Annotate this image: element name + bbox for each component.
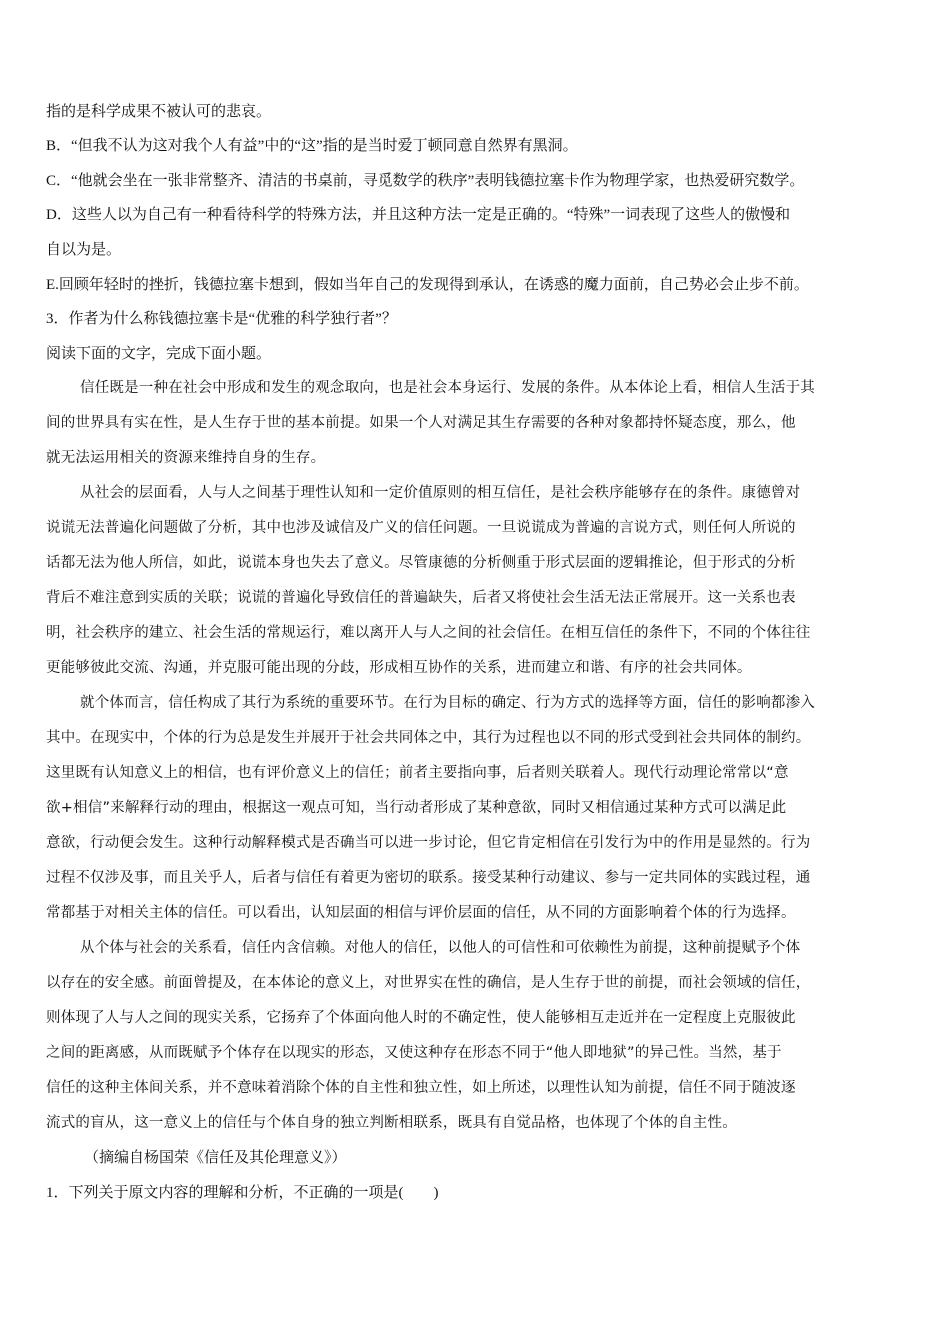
option-e: E.回顾年轻时的挫折，钱德拉塞卡想到，假如当年自己的发现得到承认，在诱惑的魔力面前，自己势必会止步不前。 — [46, 277, 809, 293]
passage-line: 背后不难注意到实质的关联；说谎的普遍化导致信任的普遍缺失，后者又将使社会生活无法正常展开。这一关系也表 — [46, 590, 796, 606]
passage-line: 则体现了人与人之间的现实关系，它扬弃了个体面向他人时的不确定性，使人能够相互走近并在一定程度上克服彼此 — [46, 1010, 796, 1026]
passage-line: 以存在的安全感。前面曾提及，在本体论的意义上，对世界实在性的确信，是人生存于世的前提，而社会领域的信任， — [46, 975, 811, 991]
source-citation: （摘编自杨国荣《信任及其伦理意义》） — [84, 1150, 347, 1166]
passage-line: 更能够彼此交流、沟通，并克服可能出现的分歧，形成相互协作的关系，进而建立和谐、有序的社会共同体。 — [46, 660, 752, 676]
reading-instruction: 阅读下面的文字，完成下面小题。 — [46, 346, 272, 362]
question-1: 1．下列关于原文内容的理解和分析，不正确的一项是( ) — [46, 1185, 439, 1201]
option-c: C．“他就会坐在一张非常整齐、清洁的书桌前，寻觅数学的秩序”表明钱德拉塞卡作为物理学家，也热爱研究数学。 — [46, 173, 805, 189]
passage-line: 这里既有认知意义上的相信，也有评价意义上的信任；前者主要指向事，后者则关联着人。现代行动理论常常以“意 — [46, 765, 789, 781]
passage-line: 欲+相信”来解释行动的理由，根据这一观点可知，当行动者形成了某种意欲，同时又相信通过某种方式可以满足此 — [46, 800, 787, 816]
passage-line: 流式的盲从，这一意义上的信任与个体自身的独立判断相联系，既具有自觉品格，也体现了个体的自主性。 — [46, 1115, 737, 1131]
passage-line: 其中。在现实中，个体的行为总是发生并展开于社会共同体之中，其行为过程也以不同的形式受到社会共同体的制约。 — [46, 730, 811, 746]
passage-line: 意欲，行动便会发生。这种行动解释模式是否确当可以进一步讨论，但它肯定相信在引发行为中的作用是显然的。行为 — [46, 835, 811, 851]
passage-line: 话都无法为他人所信，如此，说谎本身也失去了意义。尽管康德的分析侧重于形式层面的逻辑推论，但于形式的分析 — [46, 555, 796, 571]
text-line: 自以为是。 — [46, 242, 122, 258]
passage-line: 之间的距离感，从而既赋予个体存在以现实的形态，又使这种存在形态不同于“他人即地狱”的异己性。当然，基于 — [46, 1045, 782, 1061]
passage-line: 间的世界具有实在性，是人生存于世的基本前提。如果一个人对满足其生存需要的各种对象都持怀疑态度，那么，他 — [46, 415, 796, 431]
option-b: B．“但我不认为这对我个人有益”中的“这”指的是当时爱丁顿同意自然界有黑洞。 — [46, 138, 578, 154]
passage-line: 就无法运用相关的资源来维持自身的生存。 — [46, 450, 326, 466]
passage-line: 明，社会秩序的建立、社会生活的常规运行，难以离开人与人之间的社会信任。在相互信任的条件下，不同的个体往往 — [46, 625, 811, 641]
passage-line: 常都基于对相关主体的信任。可以看出，认知层面的相信与评价层面的信任，从不同的方面影响着个体的行为选择。 — [46, 905, 796, 921]
passage-line: 从个体与社会的关系看，信任内含信赖。对他人的信任，以他人的可信性和可依赖性为前提，这种前提赋予个体 — [80, 940, 801, 956]
passage-line: 说谎无法普遍化问题做了分析，其中也涉及诚信及广义的信任问题。一旦说谎成为普遍的言说方式，则任何人所说的 — [46, 520, 796, 536]
passage-line: 信任既是一种在社会中形成和发生的观念取向，也是社会本身运行、发展的条件。从本体论上看，相信人生活于其 — [80, 380, 815, 396]
passage-line: 从社会的层面看，人与人之间基于理性认知和一定价值原则的相互信任，是社会秩序能够存在的条件。康德曾对 — [80, 485, 801, 501]
text-line: 指的是科学成果不被认可的悲哀。 — [46, 104, 272, 120]
passage-line: 就个体而言，信任构成了其行为系统的重要环节。在行为目标的确定、行为方式的选择等方面，信任的影响都渗入 — [80, 695, 815, 711]
passage-line: 信任的这种主体间关系，并不意味着消除个体的自主性和独立性，如上所述，以理性认知为前提，信任不同于随波逐 — [46, 1080, 796, 1096]
option-d: D．这些人以为自己有一种看待科学的特殊方法，并且这种方法一定是正确的。“特殊”一词表现了这些人的傲慢和 — [46, 207, 791, 223]
question-3: 3．作者为什么称钱德拉塞卡是“优雅的科学独行者”？ — [46, 311, 397, 327]
passage-line: 过程不仅涉及事，而且关乎人，后者与信任有着更为密切的联系。接受某种行动建议、参与一定共同体的实践过程，通 — [46, 870, 811, 886]
